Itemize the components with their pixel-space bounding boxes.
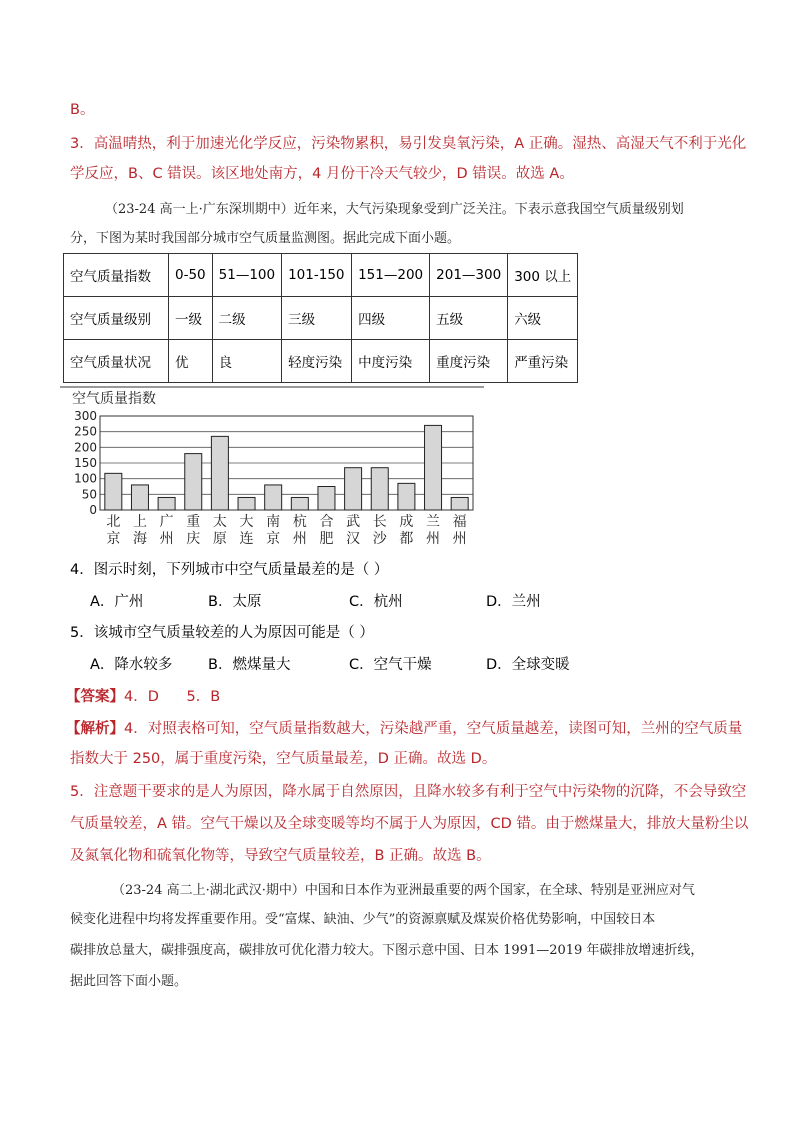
x-category-label: 兰: [426, 514, 441, 530]
q5-stem: 5．该城市空气质量较差的人为原因可能是（ ）: [70, 625, 374, 641]
q5-option-d[interactable]: D．全球变暖: [486, 657, 570, 673]
answer-line: [66, 686, 728, 708]
q5-option-b[interactable]: B．燃煤量大: [208, 657, 291, 673]
intro2-line3: 碳排放总量大，碳排强度高，碳排放可优化潜力较大。下图示意中国、日本 1991—2019 年碳排放增速折线，: [70, 943, 704, 958]
table-row: [64, 297, 578, 340]
q5-option-c[interactable]: C．空气干燥: [349, 657, 432, 673]
x-category-label: 州: [159, 531, 174, 547]
table-cell: 五级: [430, 297, 508, 340]
analysis-line2: 指数大于 250，属于重度污染，空气质量最差，D 正确。故选 D。: [70, 751, 497, 767]
q3-analysis-line1: 3．高温晴热，利于加速光化学反应，污染物累积，易引发臭氧污染，A 正确。湿热、高湿天气不利于光化: [70, 136, 747, 152]
y-tick-label: 150: [74, 456, 97, 470]
x-category-label: 杭: [292, 514, 307, 530]
x-category-label: 州: [292, 531, 307, 547]
y-tick-label: 100: [74, 471, 97, 486]
table-cell: 0-50: [169, 254, 213, 297]
bar: [345, 468, 362, 510]
chart-title: 空气质量指数: [72, 391, 156, 407]
bar: [185, 454, 202, 510]
bar: [238, 497, 255, 510]
x-category-label: 北: [106, 514, 121, 530]
bar: [425, 425, 442, 510]
bar: [291, 497, 308, 510]
bar: [371, 468, 388, 510]
air-quality-table: [63, 253, 578, 383]
air-quality-bar-chart: [60, 386, 490, 556]
table-row: [64, 340, 578, 383]
x-category-label: 太: [212, 514, 227, 530]
x-category-label: 汉: [346, 531, 361, 547]
x-category-label: 大: [239, 514, 254, 530]
q5-option-a[interactable]: A．降水较多: [90, 657, 173, 673]
intro2-line4: 据此回答下面小题。: [70, 974, 188, 989]
x-category-label: 海: [132, 531, 147, 547]
y-tick-label: 0: [89, 503, 97, 517]
intro2-line2: 候变化进程中均将发挥重要作用。受“富煤、缺油、少气”的资源禀赋及煤炭价格优势影响，中国较日本: [70, 912, 656, 927]
y-tick-label: 250: [74, 424, 97, 439]
x-category-label: 上: [132, 514, 147, 530]
table-cell: 良: [212, 340, 281, 383]
y-tick-label: 300: [74, 409, 97, 423]
bar: [131, 485, 148, 510]
x-category-label: 连: [239, 531, 254, 547]
answer-label: 【答案】: [66, 689, 124, 705]
table-cell: 重度污染: [430, 340, 508, 383]
x-category-label: 京: [266, 531, 281, 547]
table-cell: 101-150: [282, 254, 352, 297]
x-category-label: 武: [346, 514, 361, 530]
bar: [451, 497, 468, 510]
table-cell: 六级: [508, 297, 578, 340]
q4-option-d[interactable]: D．兰州: [486, 594, 541, 610]
table-cell: 一级: [169, 297, 213, 340]
q4-stem: 4．图示时刻，下列城市中空气质量最差的是（ ）: [70, 562, 389, 578]
x-category-label: 都: [399, 531, 414, 547]
x-category-label: 州: [426, 531, 441, 547]
x-category-label: 南: [266, 514, 281, 530]
x-category-label: 原: [212, 531, 227, 547]
x-category-label: 广: [159, 514, 174, 530]
table-cell: 151—200: [352, 254, 430, 297]
x-category-label: 京: [106, 531, 121, 547]
y-tick-label: 50: [81, 487, 97, 502]
x-category-label: 合: [319, 514, 334, 530]
q4-option-b[interactable]: B．太原: [208, 594, 262, 610]
analysis-line3: 5．注意题干要求的是人为原因，降水属于自然原因，且降水较多有利于空气中污染物的沉降，不会导致空: [70, 784, 747, 800]
table-cell: 201—300: [430, 254, 508, 297]
x-category-label: 肥: [319, 531, 334, 547]
intro2-line1: （23-24 高二上·湖北武汉·期中）中国和日本作为亚洲最重要的两个国家，在全球、特别是亚洲应对气: [112, 883, 695, 898]
bar: [398, 483, 415, 510]
x-category-label: 州: [452, 531, 467, 547]
air-quality-chart: [60, 386, 490, 556]
x-category-label: 重: [186, 514, 201, 530]
table-header-cell: 空气质量级别: [64, 297, 169, 340]
table-cell: 300 以上: [508, 254, 578, 297]
intro1-line1: （23-24 高一上·广东深圳期中）近年来，大气污染现象受到广泛关注。下表示意我国空气质量级别划: [105, 202, 684, 217]
q4-option-c[interactable]: C．杭州: [349, 594, 403, 610]
table-cell: 严重污染: [508, 340, 578, 383]
x-category-label: 长: [372, 514, 387, 530]
bar: [158, 497, 175, 510]
table-cell: 三级: [282, 297, 352, 340]
x-category-label: 庆: [186, 531, 201, 547]
table-row: [64, 254, 578, 297]
bar: [105, 473, 122, 510]
bar: [265, 485, 282, 510]
q3-analysis-line2: 学反应，B、C 错误。该区地处南方，4 月份干冷天气较少，D 错误。故选 A。: [70, 166, 574, 182]
bar: [318, 487, 335, 511]
table-cell: 优: [169, 340, 213, 383]
analysis-text: 4．对照表格可知，空气质量指数越大，污染越严重，空气质量越差，读图可知，兰州的空气质量: [124, 721, 743, 737]
x-category-label: 福: [452, 514, 467, 530]
x-category-label: 成: [399, 514, 414, 530]
analysis-line4: 气质量较差，A 错。空气干燥以及全球变暖等均不属于人为原因，CD 错。由于燃煤量大，排放大量粉尘以: [70, 816, 749, 832]
table-header-cell: 空气质量指数: [64, 254, 169, 297]
y-tick-label: 200: [74, 440, 97, 455]
table-cell: 51—100: [212, 254, 281, 297]
analysis-line1: [66, 718, 743, 740]
table-cell: 轻度污染: [282, 340, 352, 383]
table-header-cell: 空气质量状况: [64, 340, 169, 383]
answer-text: 4．D 5．B: [124, 689, 221, 705]
x-category-label: 沙: [372, 531, 387, 547]
table-cell: 中度污染: [352, 340, 430, 383]
prev-answer-tail: B。: [70, 102, 95, 118]
analysis-line5: 及氮氧化物和硫氧化物等，导致空气质量较差，B 正确。故选 B。: [70, 848, 491, 864]
bar: [211, 436, 228, 510]
table-cell: 四级: [352, 297, 430, 340]
table-cell: 二级: [212, 297, 281, 340]
analysis-label: 【解析】: [66, 721, 124, 737]
q4-option-a[interactable]: A．广州: [90, 594, 144, 610]
intro1-line2: 分，下图为某时我国部分城市空气质量监测图。据此完成下面小题。: [70, 231, 461, 246]
